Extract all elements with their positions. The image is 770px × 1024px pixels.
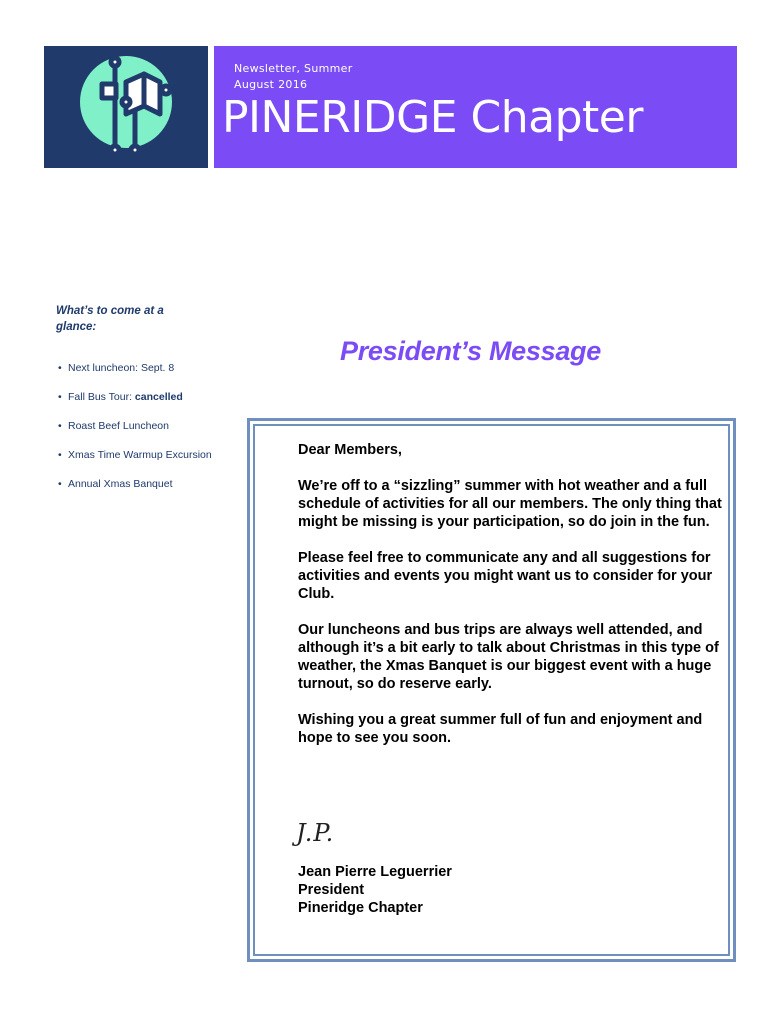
list-item — [56, 361, 216, 375]
issue-line-1: Newsletter, Summer — [234, 62, 353, 75]
letter-greeting: Dear Members, — [298, 442, 402, 458]
letter-frame — [247, 418, 736, 962]
sidebar-glance — [56, 303, 216, 506]
signer-role: President — [298, 882, 365, 898]
event-text: Next luncheon: Sept. 8 — [68, 362, 175, 374]
presidents-message-title: President’s Message — [340, 336, 601, 366]
event-text: Fall Bus Tour: — [68, 391, 135, 403]
newsletter-title: PINERIDGE Chapter — [222, 92, 643, 143]
event-text: Roast Beef Luncheon — [68, 420, 169, 432]
signer-organization: Pineridge Chapter — [298, 900, 423, 916]
handwritten-signature: J.P. — [296, 819, 335, 847]
sidebar-heading-line-2: glance: — [56, 321, 97, 333]
event-status: cancelled — [134, 391, 183, 403]
letter-paragraph: Our luncheons and bus trips are always well attended, and although it’s a bit early to talk about Christmas in this type of weather, the Xmas Banquet is our biggest event with a huge turnout, so do reserve early. — [298, 622, 719, 692]
sidebar-heading — [56, 303, 216, 335]
chapter-logo — [44, 46, 208, 168]
letter-body — [298, 441, 730, 765]
list-item — [56, 390, 216, 404]
upcoming-events-list — [56, 361, 216, 491]
letter-paragraph: Please feel free to communicate any and all suggestions for activities and events you might want us to consider for your Club. — [298, 550, 713, 602]
signature-block — [298, 863, 452, 917]
letter-paragraph: We’re off to a “sizzling” summer with hot weather and a full schedule of activities for all our members. The only thing that might be missing is your participation, so do join in the fun. — [298, 478, 722, 530]
issue-line-2: August 2016 — [234, 78, 308, 91]
masthead-banner — [214, 46, 737, 168]
event-text: Annual Xmas Banquet — [68, 478, 173, 490]
signer-name: Jean Pierre Leguerrier — [298, 864, 452, 880]
sidebar-heading-line-1: What’s to come at a — [56, 305, 164, 317]
list-item — [56, 419, 216, 433]
list-item — [56, 477, 216, 491]
map-signpost-icon — [44, 46, 208, 168]
letter-paragraph: Wishing you a great summer full of fun and enjoyment and hope to see you soon. — [298, 712, 703, 746]
event-text: Xmas Time Warmup Excursion — [68, 449, 212, 461]
list-item — [56, 448, 216, 462]
